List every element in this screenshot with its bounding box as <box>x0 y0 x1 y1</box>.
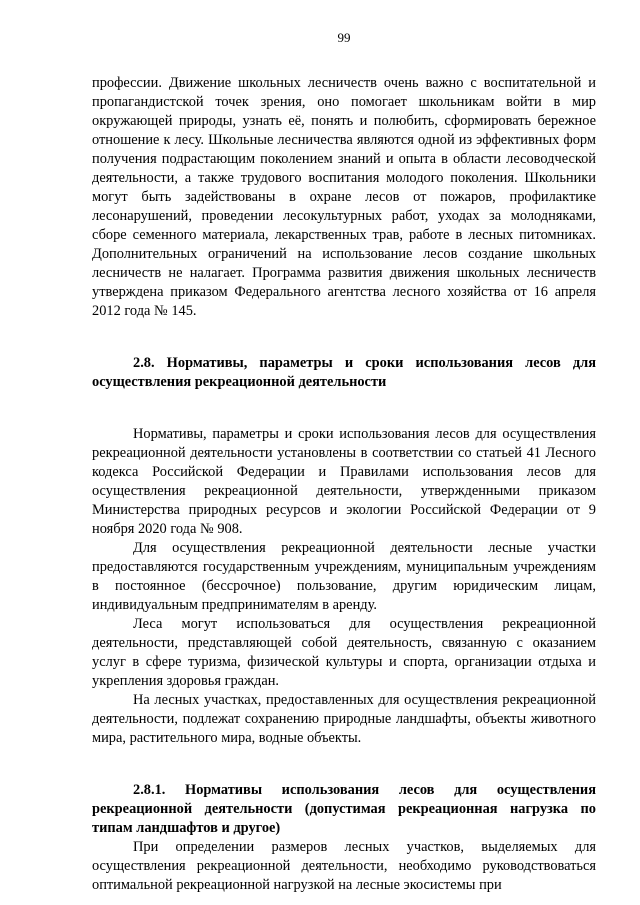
page-number: 99 <box>337 30 351 45</box>
paragraph-2-8-activities: Леса могут использоваться для осуществления рекреационной деятельности, представляющей собой деятельность, связанную с оказанием услуг в сфере туризма, физической культуры и спорта, организации отдыха и укрепления здоровья граждан. <box>92 616 596 689</box>
paragraph-school-forestry: профессии. Движение школьных лесничеств очень важно с воспитательной и пропагандистской точек зрения, оно помогает школьникам войти в мир окружающей природы, узнать её, понять и полюбить, сформировать бережное отношение к лесу. Школьные лесничества являются одной из эффективных форм получения подрастающим поколением знаний и опыта в области лесоводческой деятельности, а также трудового воспитания молодого поколения. Школьники могут быть задействованы в охране лесов от пожаров, профилактике лесонарушений, проведении лесокультурных работ, уходах за молодняками, сборе семенного материала, лекарственных трав, работе в лесных питомниках. Дополнительных ограничений на использование лесов создание школьных лесничеств не налагает. Программа развития движения школьных лесничеств утверждена приказом Федерального агентства лесного хозяйства от 16 апреля 2012 года № 145. <box>92 75 596 319</box>
paragraph-2-8-preservation: На лесных участках, предоставленных для осуществления рекреационной деятельности, подлежат сохранению природные ландшафты, объекты животного мира, растительного мира, водные объекты. <box>92 692 596 746</box>
document-page <box>92 30 596 895</box>
paragraph-2-8-norms: Нормативы, параметры и сроки использования лесов для осуществления рекреационной деятельности установлены в соответствии со статьей 41 Лесного кодекса Российской Федерации и Правилами использования лесов для осуществления рекреационной деятельности, утвержденными приказом Министерства природных ресурсов и экологии Российской Федерации от 9 ноября 2020 года № 908. <box>92 426 596 537</box>
paragraph-2-8-lease: Для осуществления рекреационной деятельности лесные участки предоставляются государственным учреждениям, муниципальным учреждениям в постоянное (бессрочное) пользование, другим юридическим лицам, индивидуальным предпринимателям в аренду. <box>92 540 596 613</box>
paragraph-2-8-1-load: При определении размеров лесных участков, выделяемых для осуществления рекреационной деятельности, необходимо руководствоваться оптимальной рекреационной нагрузкой на лесные экосистемы при <box>92 839 596 893</box>
section-heading-2-8-1: 2.8.1. Нормативы использования лесов для осуществления рекреационной деятельности (допустимая рекреационная нагрузка по типам ландшафтов и другое) <box>92 782 596 836</box>
section-heading-2-8: 2.8. Нормативы, параметры и сроки использования лесов для осуществления рекреационной деятельности <box>92 355 596 390</box>
